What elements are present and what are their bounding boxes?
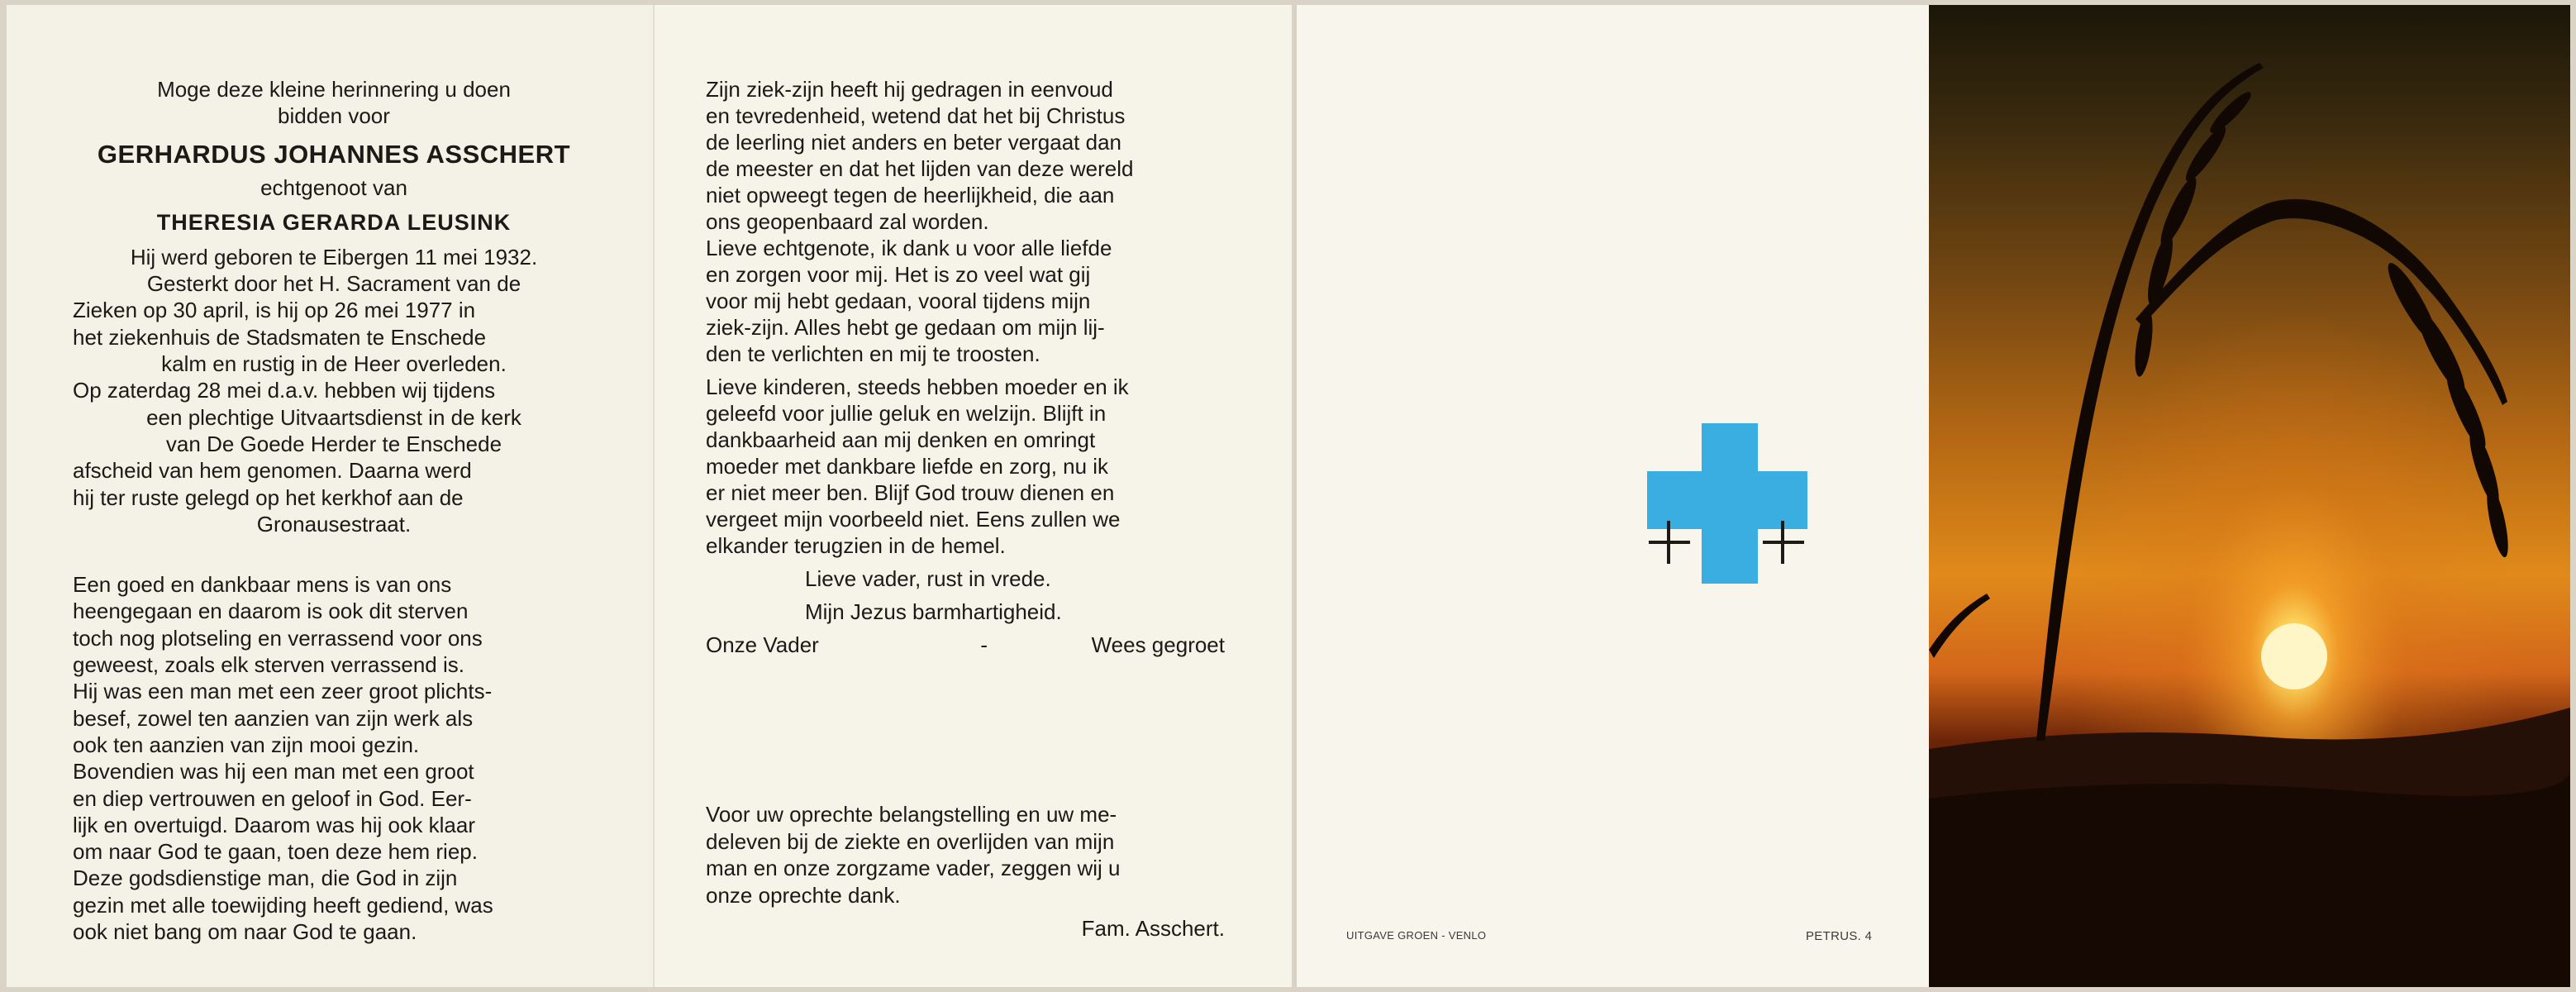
series-label: PETRUS. 4	[1806, 929, 1873, 943]
tribute-line: heengegaan en daarom is ook dit sterven	[73, 599, 469, 624]
farewell-line-2: Mijn Jezus barmhartigheid.	[805, 599, 1062, 624]
bio-line: Gesterkt door het H. Sacrament van de	[146, 271, 521, 297]
message-line: geleefd voor jullie geluk en welzijn. Blijft in	[706, 401, 1107, 426]
spouse-label: echtgenoot van	[260, 174, 407, 200]
card-panel-emblem	[1294, 5, 1929, 987]
thanks-line: deleven bij de ziekte en overlijden van mijn	[706, 828, 1115, 854]
message-paragraph	[706, 76, 1225, 235]
message-line: en zorgen voor mij. Het is zo veel wat gij	[706, 262, 1091, 287]
thanks-line: onze oprechte dank.	[706, 882, 901, 908]
message-line: dankbaarheid aan mij denken en omringt	[706, 427, 1096, 452]
message-line: den te verlichten en mij te troosten.	[706, 341, 1040, 366]
message-line: ons geopenbaard zal worden.	[706, 209, 989, 234]
bio-line: Op zaterdag 28 mei d.a.v. hebben wij tijdens	[73, 378, 496, 403]
bio-line: kalm en rustig in de Heer overleden.	[161, 351, 507, 377]
tribute-line: Hij was een man met een zeer groot plichts-	[73, 679, 493, 704]
bio-line: Gronausestraat.	[256, 511, 412, 537]
bio-line: afscheid van hem genomen. Daarna werd	[73, 458, 472, 484]
prayer-separator: -	[980, 632, 988, 657]
publisher-label: UITGAVE GROEN - VENLO	[1346, 929, 1487, 942]
message-line: Zijn ziek-zijn heeft hij gedragen in eenvoud	[706, 77, 1113, 102]
children-address-paragraph	[706, 374, 1225, 559]
bio-line: van De Goede Herder te Enschede	[165, 431, 502, 456]
bio-paragraph	[73, 244, 595, 537]
message-line: niet opweegt tegen de heerlijkheid, die aan	[706, 183, 1115, 207]
bio-line: hij ter ruste gelegd op het kerkhof aan de	[73, 484, 464, 510]
tribute-line: geweest, zoals elk sterven verrassend is.	[73, 652, 464, 678]
tribute-line: Bovendien was hij een man met een groot	[73, 759, 474, 785]
prayers-row	[706, 632, 1225, 658]
bio-line: Hij werd geboren te Eibergen 11 mei 1932.	[130, 244, 538, 269]
message-line: moeder met dankbare liefde en zorg, nu ik	[706, 454, 1109, 479]
tribute-line: gezin met alle toewijding heeft gediend, was	[73, 892, 493, 918]
bio-line: een plechtige Uitvaartsdienst in de kerk	[146, 404, 521, 430]
biography-text-block	[73, 76, 595, 945]
message-line: vergeet mijn voorbeeld niet. Eens zullen we	[706, 507, 1121, 532]
message-line: de leerling niet anders en beter vergaat dan	[706, 130, 1122, 155]
tribute-line: Deze godsdienstige man, die God in zijn	[73, 866, 458, 891]
message-text-block	[706, 76, 1225, 658]
spouse-name: THERESIA GERARDA LEUSINK	[156, 209, 512, 235]
bio-line: het ziekenhuis de Stadsmaten te Enschede	[73, 324, 487, 350]
spouse-address-paragraph	[706, 235, 1225, 367]
tribute-line: en diep vertrouwen en geloof in God. Eer-	[73, 785, 472, 811]
message-line: de meester en dat het lijden van deze wereld	[706, 156, 1134, 181]
message-line: ziek-zijn. Alles hebt ge gedaan om mijn lij-	[706, 315, 1105, 340]
farewell-line-1: Lieve vader, rust in vrede.	[805, 566, 1051, 591]
deceased-name: GERHARDUS JOHANNES ASSCHERT	[97, 139, 571, 169]
thanks-line: Voor uw oprechte belangstelling en uw me-	[706, 802, 1117, 827]
bio-line: Zieken op 30 april, is hij op 26 mei 1977 in	[73, 298, 476, 323]
message-line: elkander terugzien in de hemel.	[706, 533, 1006, 558]
tribute-line: toch nog plotseling en verrassend voor ons	[73, 625, 483, 651]
tribute-line: Een goed en dankbaar mens is van ons	[73, 572, 452, 598]
intro-text: Moge deze kleine herinnering u doen bidden voor	[157, 77, 511, 129]
tribute-line: besef, zowel ten aanzien van zijn werk als	[73, 705, 474, 731]
message-line: en tevredenheid, wetend dat het bij Christus	[706, 103, 1126, 128]
message-line: voor mij hebt gedaan, vooral tijdens mijn	[706, 289, 1091, 313]
message-line: er niet meer ben. Blijf God trouw dienen en	[706, 480, 1115, 505]
cross-emblem-icon	[1647, 418, 1812, 584]
card-panel-biography	[7, 5, 653, 987]
tribute-line: ook niet bang om naar God te gaan.	[73, 919, 417, 945]
message-line: Lieve kinderen, steeds hebben moeder en ik	[706, 374, 1129, 399]
prayer-our-father: Onze Vader	[706, 632, 819, 657]
tribute-line: lijk en overtuigd. Daarom was hij ook klaar	[73, 812, 475, 837]
prayer-hail-mary: Wees gegroet	[1091, 632, 1225, 657]
tribute-paragraph	[73, 571, 595, 945]
tribute-line: om naar God te gaan, toen deze hem riep.	[73, 839, 478, 865]
thanks-block	[706, 801, 1225, 942]
family-signature: Fam. Asschert.	[1081, 916, 1225, 941]
tribute-line: ook ten aanzien van zijn mooi gezin.	[73, 732, 420, 757]
card-panel-message	[653, 5, 1292, 987]
sunset-wheat-photo	[1929, 5, 2570, 987]
thanks-line: man en onze zorgzame vader, zeggen wij u	[706, 856, 1121, 880]
card-panel-photo	[1929, 5, 2570, 987]
message-line: Lieve echtgenote, ik dank u voor alle liefde	[706, 236, 1112, 260]
